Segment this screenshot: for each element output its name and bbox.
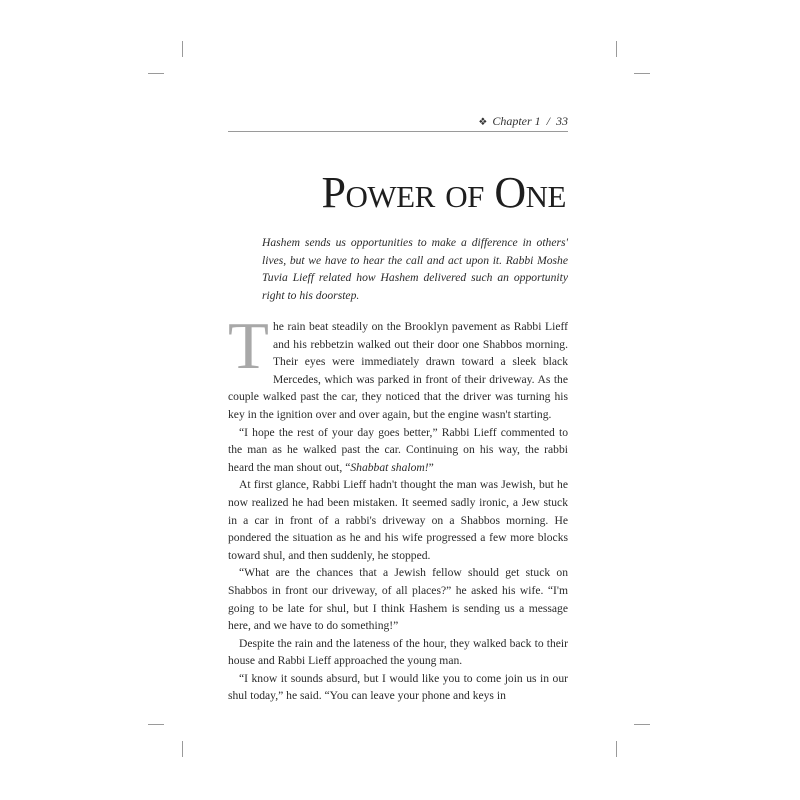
running-head-chapter: Chapter 1 (492, 114, 541, 128)
paragraph-2-emphasis: Shabbat shalom! (350, 460, 429, 474)
paragraph-4: “What are the chances that a Jewish fellow should get stuck on Shabbos in front our driveway, of all places?” he asked his wife. “I'm going to be late for shul, but I think Hashem is sending us a message here, and we have to do something!” (228, 566, 568, 633)
body-text (228, 309, 568, 705)
paragraph-3: At first glance, Rabbi Lieff hadn't thought the man was Jewish, but he now realized he had been mistaken. It seemed sadly ironic, a Jew stuck in a car in front of a rabbi's driveway on a Shabbos morning. He pondered the situation as he and his wife progressed a few more blocks toward shul, and then suddenly, he stopped. (228, 478, 568, 562)
crop-mark-top-right (634, 73, 650, 74)
chapter-intro: Hashem sends us opportunities to make a difference in others' lives, but we have to hear the call and act upon it. Rabbi Moshe Tuvia Lieff related how Hashem delivered such an opportunity right to his doorstep. (262, 236, 568, 302)
paragraph-6: “I know it sounds absurd, but I would like you to come join us in our shul today,” he said. “You can leave your phone and keys in (228, 671, 568, 703)
chapter-title: Power of One (321, 168, 566, 217)
header-rule (228, 131, 568, 132)
paragraph-2-close: ” (428, 460, 434, 474)
paragraph-5: Despite the rain and the lateness of the hour, they walked back to their house and Rabbi Lieff approached the young man. (228, 636, 568, 668)
crop-mark-top-left (182, 41, 183, 57)
ornament-icon: ❖ (478, 117, 488, 128)
paragraph-1 (228, 309, 568, 424)
paragraph-2-text: “I hope the rest of your day goes better,” Rabbi Lieff commented to the man as he walked past the car. Continuing on his way, the rabbi heard the man shout out, “ (228, 425, 568, 474)
paragraph-2 (228, 424, 568, 477)
paragraph-1-text: he rain beat steadily on the Brooklyn pavement as Rabbi Lieff and his rebbetzin walked out their door one Shabbos morning. Their eyes were immediately drawn toward a sleek black Mercedes, which was parked in front of their driveway. As the couple walked past the car, they noticed that the driver was turning his key in the ignition over and over again, but the engine wasn't starting. (228, 320, 568, 421)
crop-mark-top-right (616, 41, 617, 57)
crop-mark-bottom-left (148, 724, 164, 725)
crop-mark-bottom-right (634, 724, 650, 725)
crop-mark-top-left (148, 73, 164, 74)
running-head (228, 114, 568, 129)
running-head-separator: / (546, 114, 550, 128)
drop-cap: T (228, 309, 269, 383)
crop-mark-bottom-left (182, 741, 183, 757)
page-number: 33 (556, 114, 568, 128)
crop-mark-bottom-right (616, 741, 617, 757)
